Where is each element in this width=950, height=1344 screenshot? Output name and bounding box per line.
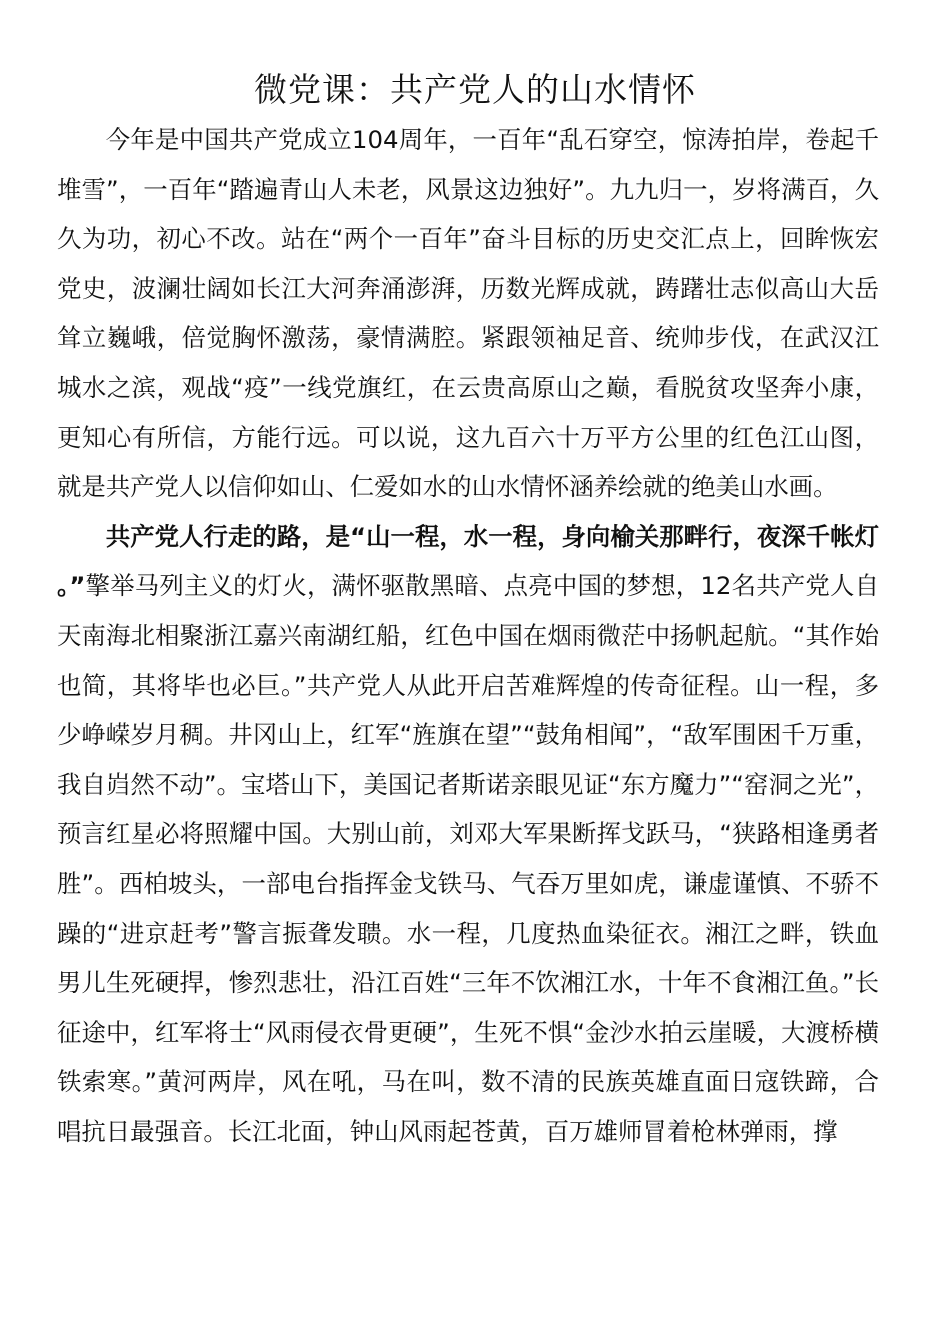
paragraph-2-lead: 共产党人行走的路，是“山一程，水一程，身向榆关那畔行，夜深千帐灯。”	[57, 521, 879, 601]
document-title: 微党课：共产党人的山水情怀	[254, 70, 696, 109]
paragraph-2-text: 擎举马列主义的灯火，满怀驱散黑暗、点亮中国的梦想，12名共产党人自天南海北相聚浙江嘉兴南湖红船，红色中国在烟雨微茫中扬帆起航。“其作始也简，其将毕也必巨。”共产党人从此开启苦难辉煌的传奇征程。山一程，多少峥嵘岁月稠。井冈山上，红军“旌旗在望”“鼓角相闻”，“敌军围困千万重，我自岿然不动”。宝塔山下，美国记者斯诺亲眼见证“东方魔力”“窑洞之光”，预言红星必将照耀中国。大别山前，刘邓大军果断挥戈跃马，“狭路相逢勇者胜”。西柏坡头，一部电台指挥金戈铁马、气吞万里如虎，谦虚谨慎、不骄不躁的“进京赶考”警言振聋发聩。水一程，几度热血染征衣。湘江之畔，铁血男儿生死硬捍，惨烈悲壮，沿江百姓“三年不饮湘江水，十年不食湘江鱼。”长征途中，红军将士“风雨侵衣骨更硬”，生死不惧“金沙水拍云崖暖，大渡桥横铁索寒。”黄河两岸，风在吼，马在叫，数不清的民族英雄直面日寇铁蹄，合唱抗日最强音。长江北面，钟山风雨起苍黄，百万雄师冒着枪林弹雨，撑	[57, 571, 879, 1146]
document-body	[57, 115, 879, 1156]
paragraph-1: 今年是中国共产党成立104周年，一百年“乱石穿空，惊涛拍岸，卷起千堆雪”，一百年“踏遍青山人未老，风景这边独好”。九九归一，岁将满百，久久为功，初心不改。站在“两个一百年”奋斗目标的历史交汇点上，回眸恢宏党史，波澜壮阔如长江大河奔涌澎湃，历数光辉成就，踌躇壮志似高山大岳耸立巍峨，倍觉胸怀激荡，豪情满腔。紧跟领袖足音、统帅步伐，在武汉江城水之滨，观战“疫”一线党旗红，在云贵高原山之巅，看脱贫攻坚奔小康，更知心有所信，方能行远。可以说，这九百六十万平方公里的红色江山图，就是共产党人以信仰如山、仁爱如水的山水情怀涵养绘就的绝美山水画。	[57, 125, 879, 502]
paragraph-2	[57, 512, 879, 1157]
